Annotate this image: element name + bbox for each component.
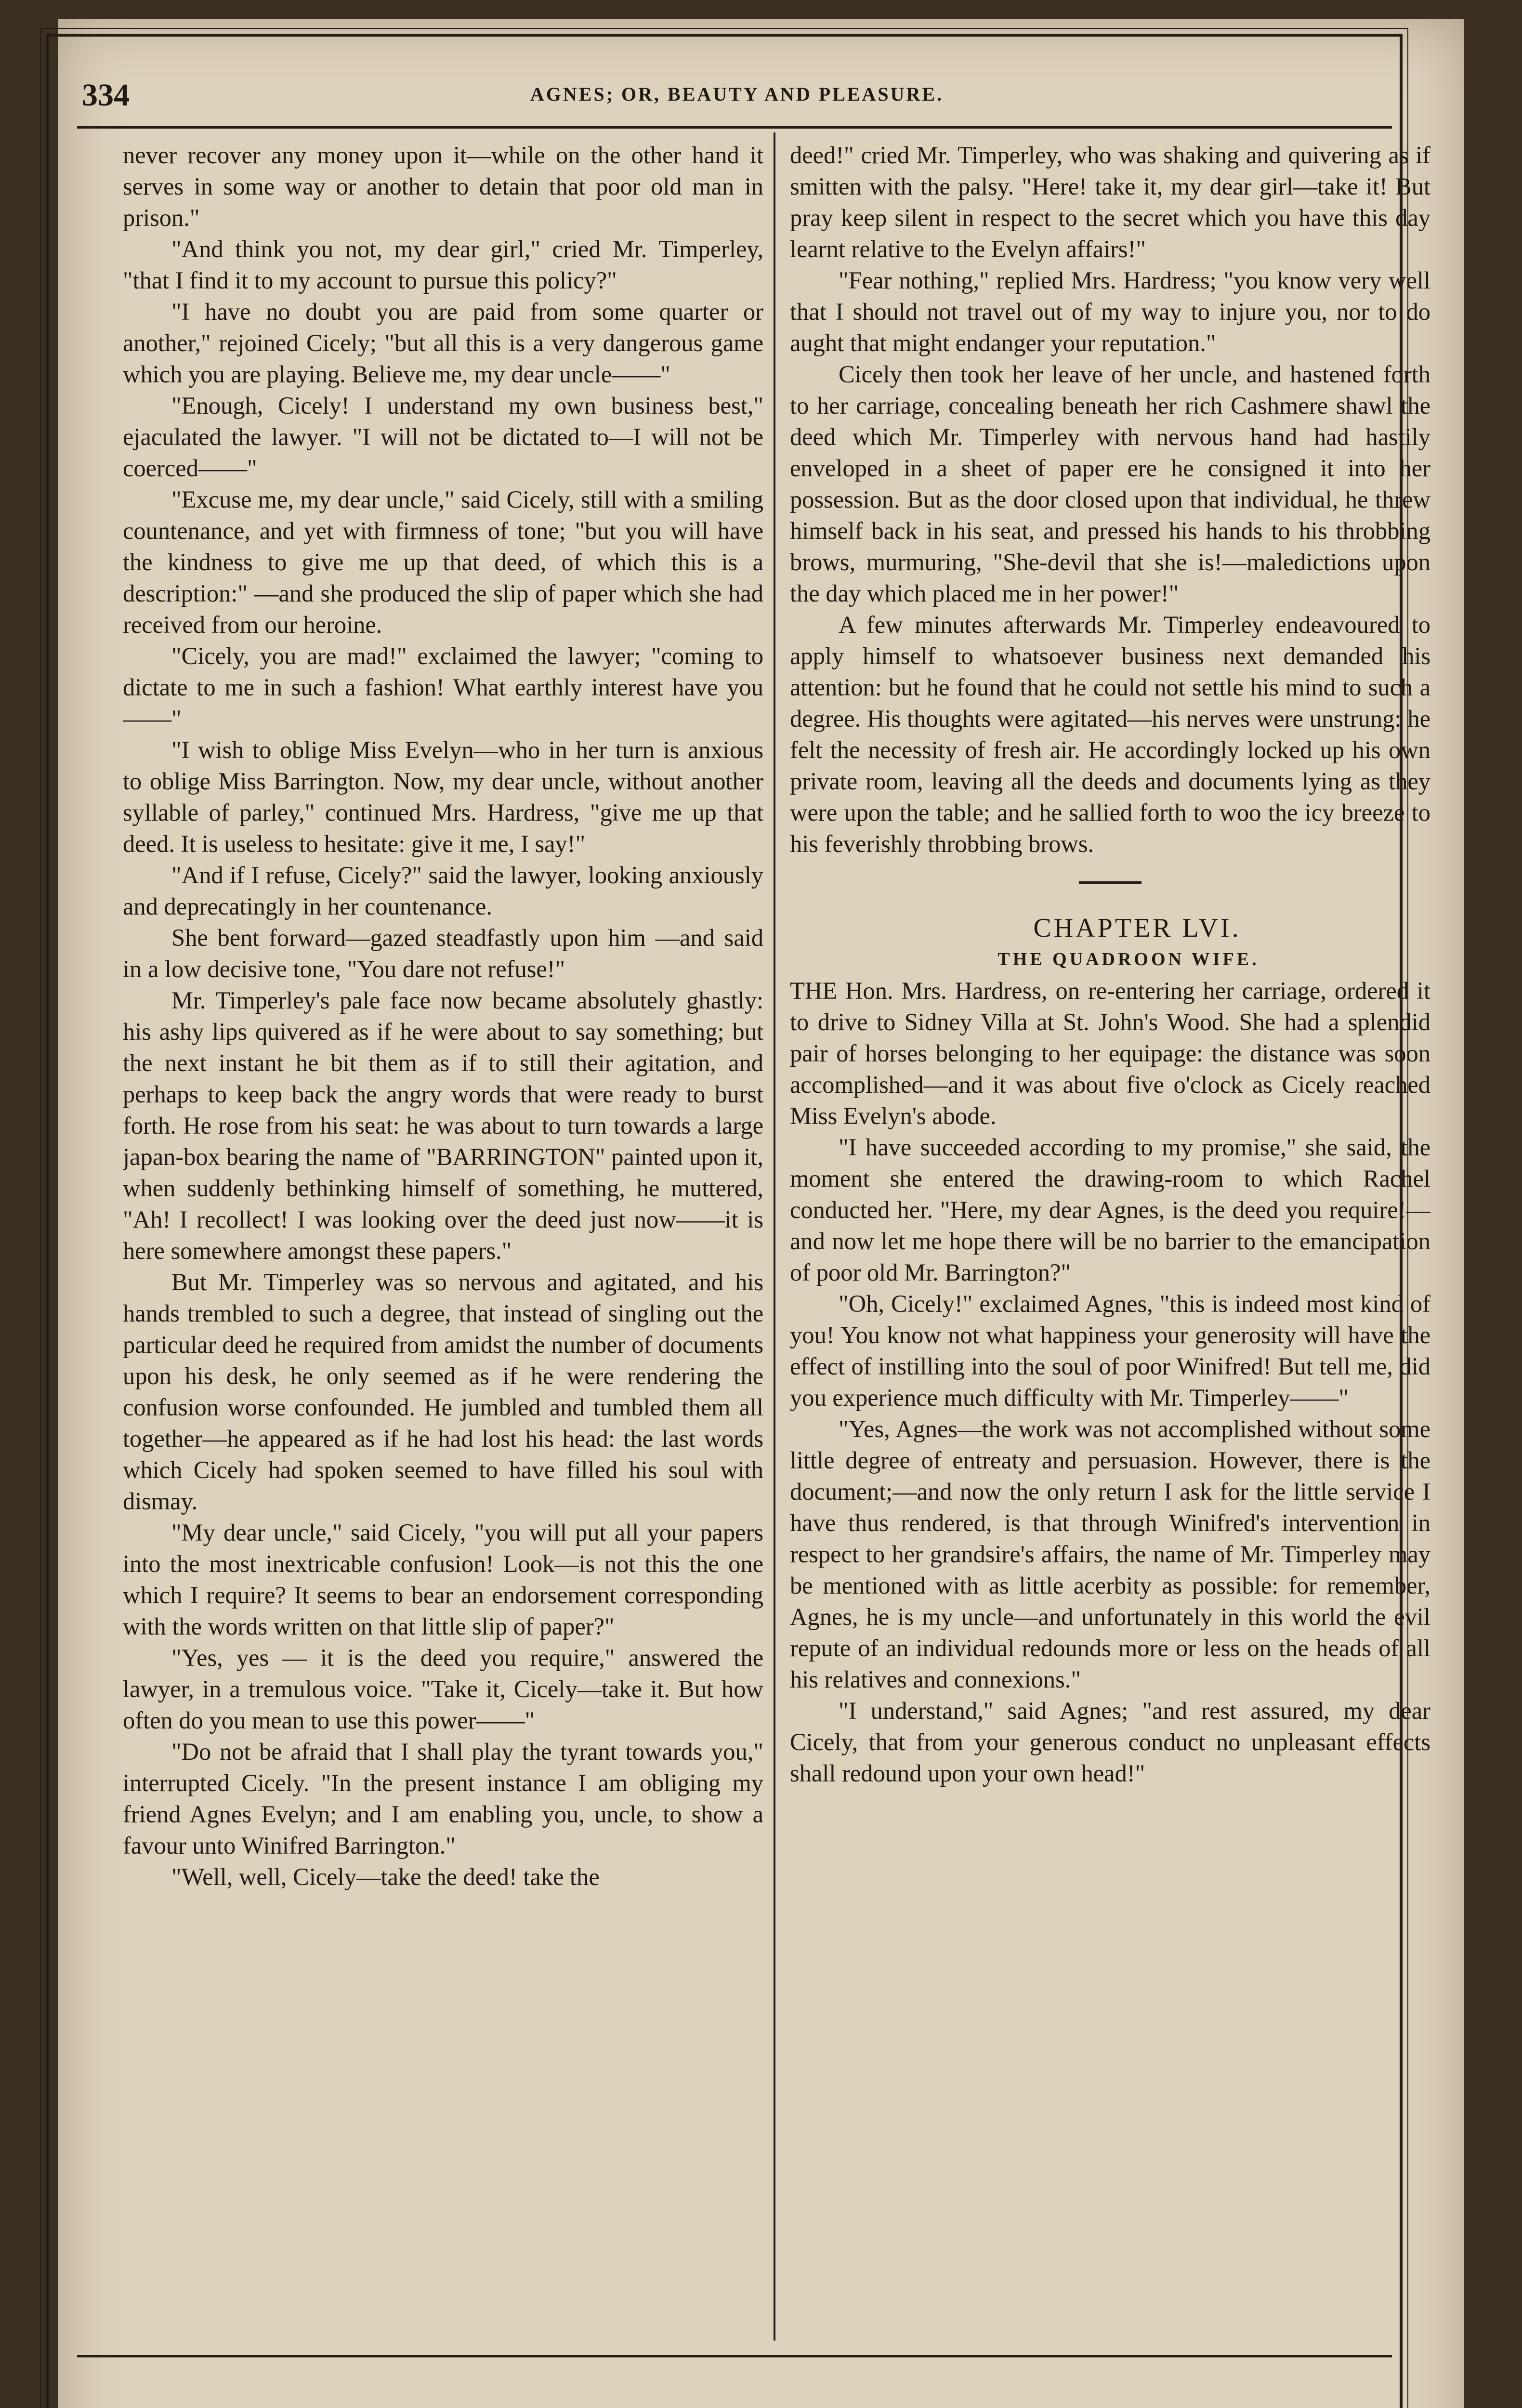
page-number: 334	[82, 78, 130, 113]
paragraph: "My dear uncle," said Cicely, "you will put all your papers into the most inextricable confusion! Look—is not this the one which I require? It seems to bear an endorsement corresponding with the words written on that little slip of paper?"	[123, 1519, 763, 1640]
paragraph: "Fear nothing," replied Mrs. Hardress; "you know very well that I should not travel out of my way to injure you, nor to do aught that might endanger your reputation."	[790, 267, 1430, 356]
paragraph: "Excuse me, my dear uncle," said Cicely, still with a smiling countenance, and yet with firmness of tone; "but you will have the kindness to give me up that deed, of which this is a description:" —and she produced the slip of paper which she had received from our heroine.	[123, 486, 763, 638]
running-head	[77, 72, 1397, 116]
header-rule	[77, 126, 1392, 129]
chapter-separator	[1079, 881, 1142, 884]
paragraph: "Enough, Cicely! I understand my own business best," ejaculated the lawyer. "I will not be dictated to—I will not be coerced——"	[123, 392, 763, 482]
paragraph: "Yes, yes — it is the deed you require," answered the lawyer, in a tremulous voice. "Take it, Cicely—take it. But how often do you mean to use this power——"	[123, 1644, 763, 1734]
paragraph: "I wish to oblige Miss Evelyn—who in her turn is anxious to oblige Miss Barrington. Now, my dear uncle, without another syllable of parley," continued Mrs. Hardress, "give me up that deed. It is useless to hesitate: give it me, I say!"	[123, 736, 763, 857]
paragraph: deed!" cried Mr. Timperley, who was shaking and quivering as if smitten with the palsy. "Here! take it, my dear girl—take it! But pray keep silent in respect to the secret which you have this day learnt relative to the Evelyn affairs!"	[790, 142, 1430, 262]
chapter-heading: CHAPTER LVI.	[1033, 913, 1241, 943]
paragraph: "Oh, Cicely!" exclaimed Agnes, "this is indeed most kind of you! You know not what happiness your generosity will have the effect of instilling into the soul of poor Winifred! But tell me, did you experience much difficulty with Mr. Timperley——"	[790, 1290, 1430, 1411]
paragraph: Mr. Timperley's pale face now became absolutely ghastly: his ashy lips quivered as if he were about to say something; but the next instant he bit them as if to still their agitation, and perhaps to keep back the angry words that were ready to burst forth. He rose from his seat: he was about to turn towards a large japan-box bearing the name of "BARRINGTON" painted upon it, when suddenly bethinking himself of something, he muttered, "Ah! I recollect! I was looking over the deed just now——it is here somewhere amongst these papers."	[123, 987, 763, 1264]
footer-rule	[77, 2355, 1392, 2357]
paragraph: "Yes, Agnes—the work was not accomplished without some little degree of entreaty and persuasion. However, there is the document;—and now the only return I ask for the little service I have thus rendered, is that through Winifred's intervention in respect to her grandsire's affairs, the name of Mr. Timperley may be mentioned with as little acerbity as possible: for remember, Agnes, he is my uncle—and unfortunately in this world the evil repute of an individual redounds more or less on the heads of all his relatives and connexions."	[790, 1415, 1430, 1693]
paragraph: Cicely then took her leave of her uncle, and hastened forth to her carriage, concealing beneath her rich Cashmere shawl the deed which Mr. Timperley with nervous hand had hastily enveloped in a sheet of paper ere he consigned it into her possession. But as the door closed upon that individual, he threw himself back in his seat, and pressed his hands to his throbbing brows, murmuring, "She-devil that she is!—maledictions upon the day which placed me in her power!"	[790, 361, 1430, 607]
paragraph: "I understand," said Agnes; "and rest assured, my dear Cicely, that from your generous conduct no unpleasant effects shall redound upon your own head!"	[790, 1697, 1430, 1787]
paragraph: THE Hon. Mrs. Hardress, on re-entering her carriage, ordered it to drive to Sidney Villa at St. John's Wood. She had a splendid pair of horses belonging to her equipage: the distance was soon accomplished—and it was about five o'clock as Cicely reached Miss Evelyn's abode.	[790, 977, 1430, 1129]
left-column	[123, 140, 763, 2326]
paragraph: "I have succeeded according to my promise," she said, the moment she entered the drawing-room to which Rachel conducted her. "Here, my dear Agnes, is the deed you require!—and now let me hope there will be no barrier to the emancipation of poor old Mr. Barrington?"	[790, 1134, 1430, 1286]
paragraph: "Well, well, Cicely—take the deed! take the	[171, 1863, 600, 1890]
paragraph: But Mr. Timperley was so nervous and agitated, and his hands trembled to such a degree, that instead of singling out the particular deed he required from amidst the number of documents upon his desk, he only seemed as if he were rendering the confusion worse confounded. He jumbled and tumbled them all together—he appeared as if he had lost his head: the last words which Cicely had spoken seemed to have filled his soul with dismay.	[123, 1269, 763, 1515]
paragraph: "Cicely, you are mad!" exclaimed the lawyer; "coming to dictate to me in such a fashion! What earthly interest have you——"	[123, 642, 763, 732]
paragraph: She bent forward—gazed steadfastly upon him —and said in a low decisive tone, "You dare not refuse!"	[123, 924, 763, 982]
running-title: AGNES; OR, BEAUTY AND PLEASURE.	[530, 83, 944, 105]
chapter-subtitle: THE QUADROON WIFE.	[997, 949, 1260, 969]
paragraph: never recover any money upon it—while on the other hand it serves in some way or another to detain that poor old man in prison."	[123, 142, 763, 231]
paragraph: "And if I refuse, Cicely?" said the lawyer, looking anxiously and deprecatingly in her countenance.	[123, 862, 763, 920]
right-column	[790, 140, 1430, 2326]
paragraph: A few minutes afterwards Mr. Timperley endeavoured to apply himself to whatsoever business next demanded his attention: but he found that he could not settle his mind to such a degree. His thoughts were agitated—his nerves were unstrung: he felt the necessity of fresh air. He accordingly locked up his own private room, leaving all the deeds and documents lying as they were upon the table; and he sallied forth to woo the icy breeze to his feverishly throbbing brows.	[790, 611, 1430, 857]
paragraph: "Do not be afraid that I shall play the tyrant towards you," interrupted Cicely. "In the present instance I am obliging my friend Agnes Evelyn; and I am enabling you, uncle, to show a favour unto Winifred Barrington."	[123, 1738, 763, 1859]
paragraph: "And think you not, my dear girl," cried Mr. Timperley, "that I find it to my account to pursue this policy?"	[123, 236, 763, 294]
paragraph: "I have no doubt you are paid from some quarter or another," rejoined Cicely; "but all this is a very dangerous game which you are playing. Believe me, my dear uncle——"	[123, 298, 763, 388]
column-rule	[774, 132, 775, 2341]
